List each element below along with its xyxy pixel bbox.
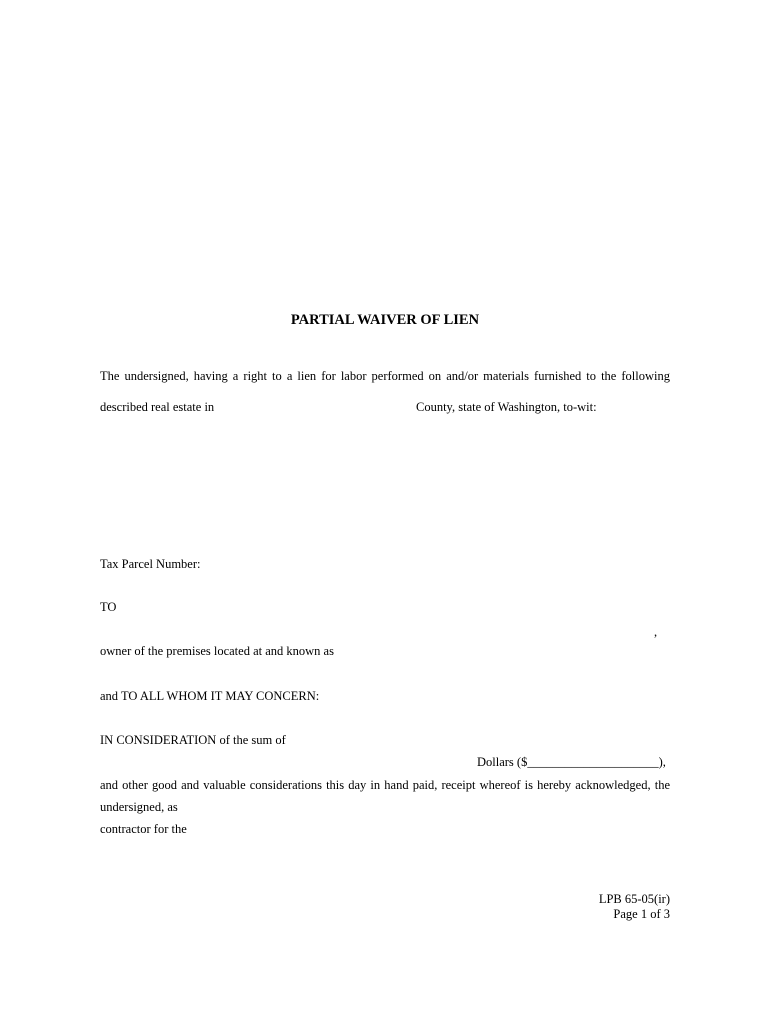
intro-line-2-left: described real estate in [100,400,215,414]
intro-line-2-right: County, state of Washington, to-wit: [416,400,597,414]
comma-mark: , [654,625,658,639]
owner-label: owner of the premises located at and known as [100,644,334,658]
dollars-label: Dollars ($_____________________), [477,755,666,769]
document-title: PARTIAL WAIVER OF LIEN [290,312,480,328]
consideration-line-1: and other good and valuable considerations this day in hand paid, receipt whereof is hereby acknowledged, the [100,778,670,792]
tax-parcel-label: Tax Parcel Number: [100,557,201,571]
concern-label: and TO ALL WHOM IT MAY CONCERN: [100,689,320,703]
intro-line-1: The undersigned, having a right to a lien for labor performed on and/or materials furnished to the following [100,369,670,383]
consideration-label: IN CONSIDERATION of the sum of [100,733,286,747]
page-number: Page 1 of 3 [613,907,670,921]
consideration-line-2: undersigned, as [100,800,178,814]
contractor-label: contractor for the [100,822,187,836]
form-code: LPB 65-05(ir) [598,892,670,906]
to-label: TO [100,600,117,614]
